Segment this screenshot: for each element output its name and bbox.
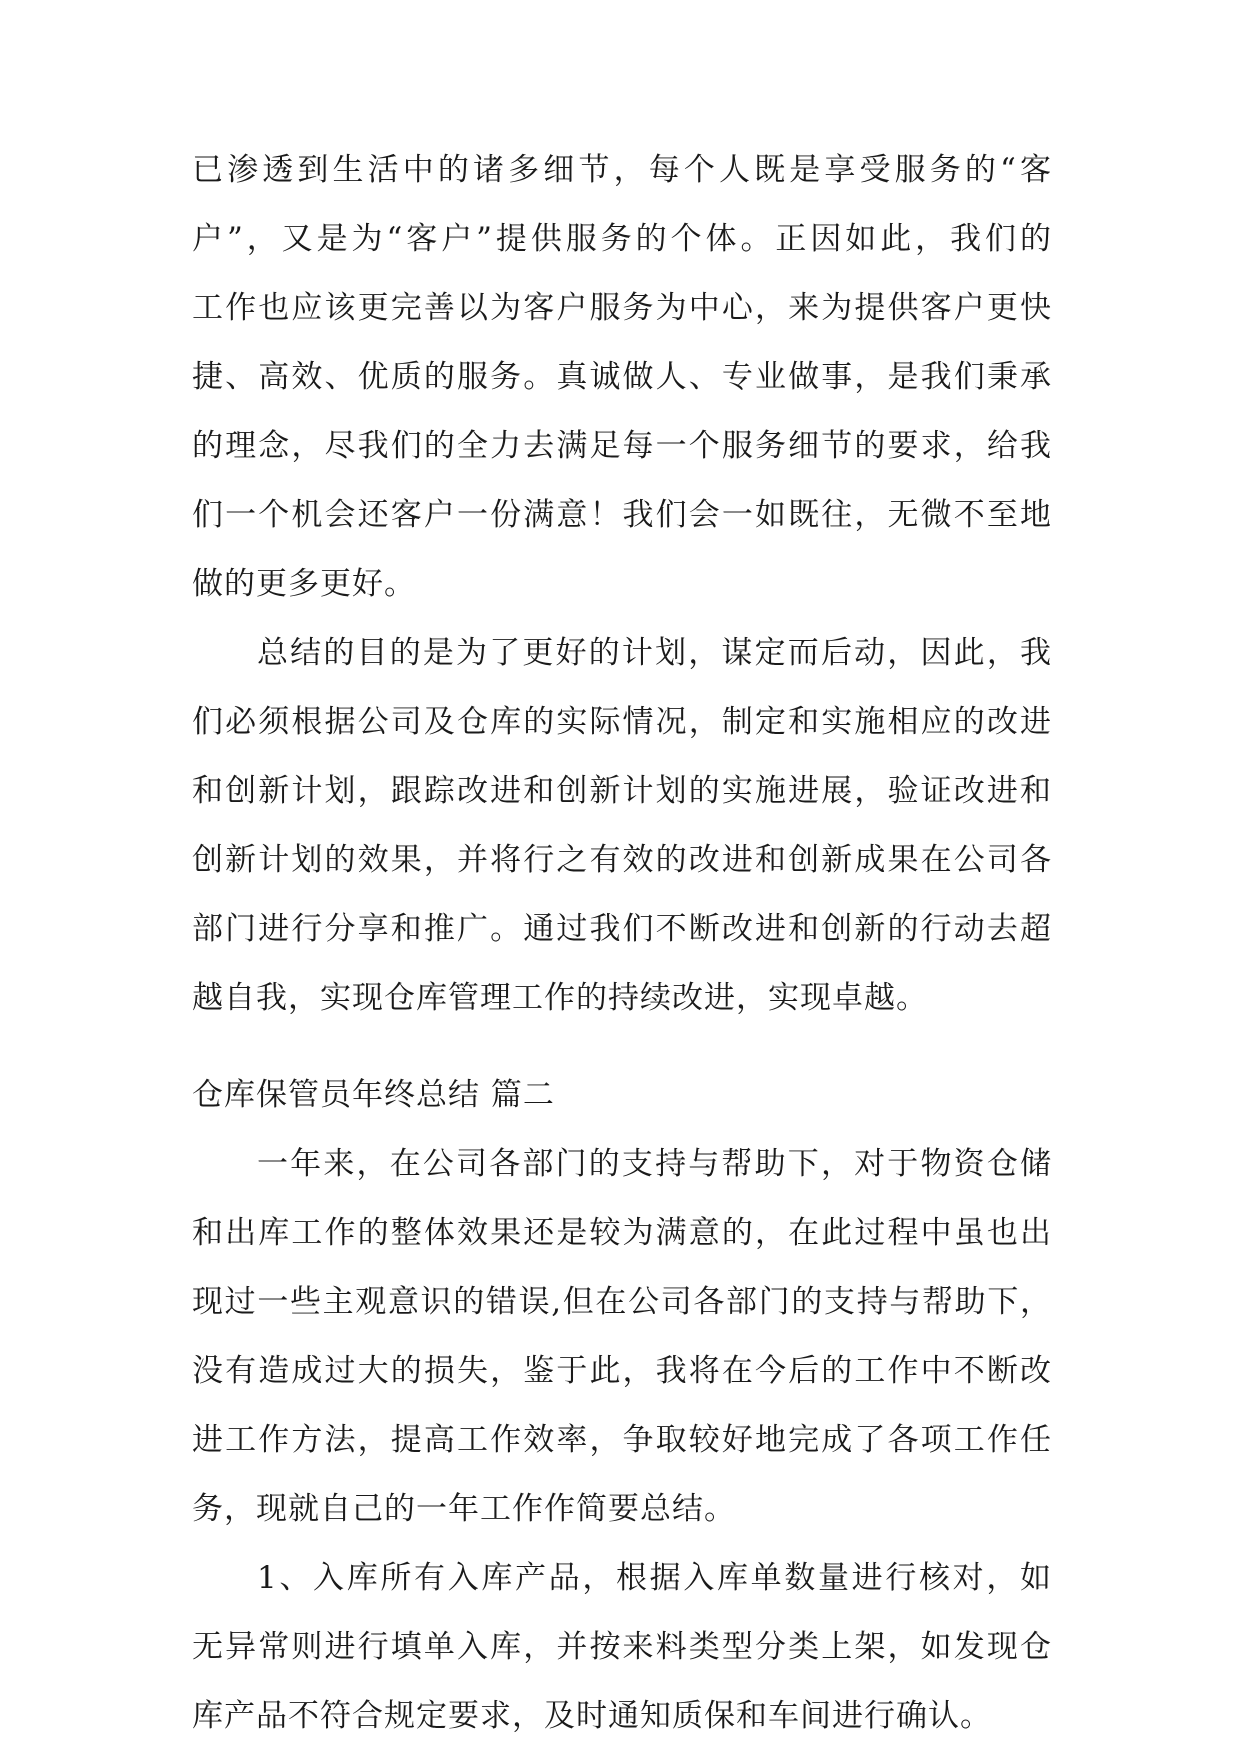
paragraph-1-line-5: 的理念，尽我们的全力去满足每一个服务细节的要求，给我 [192,428,1052,464]
paragraph-1-line-7: 做的更多更好。 [192,566,416,602]
paragraph-3-line-4: 没有造成过大的损失，鉴于此，我将在今后的工作中不断改 [192,1353,1052,1389]
paragraph-3-line-1: 一年来，在公司各部门的支持与帮助下，对于物资仓储 [257,1146,1052,1182]
paragraph-1-line-2: 户”，又是为“客户”提供服务的个体。正因如此，我们的 [192,221,1052,257]
paragraph-4-line-3: 库产品不符合规定要求，及时通知质保和车间进行确认。 [192,1698,992,1734]
paragraph-1-line-4: 捷、高效、优质的服务。真诚做人、专业做事，是我们秉承 [192,359,1052,395]
paragraph-2-line-4: 创新计划的效果，并将行之有效的改进和创新成果在公司各 [192,842,1052,878]
paragraph-2-line-6: 越自我，实现仓库管理工作的持续改进，实现卓越。 [192,980,928,1016]
paragraph-4-line-2: 无异常则进行填单入库，并按来料类型分类上架，如发现仓 [192,1629,1052,1665]
paragraph-3-line-3: 现过一些主观意识的错误,但在公司各部门的支持与帮助下， [192,1284,1052,1320]
paragraph-1-line-3: 工作也应该更完善以为客户服务为中心，来为提供客户更快 [192,290,1052,326]
paragraph-4-line-1: 1、入库所有入库产品，根据入库单数量进行核对，如 [257,1560,1052,1596]
paragraph-2-line-2: 们必须根据公司及仓库的实际情况，制定和实施相应的改进 [192,704,1052,740]
section-title: 仓库保管员年终总结 篇二 [192,1077,555,1113]
paragraph-1-line-6: 们一个机会还客户一份满意！我们会一如既往，无微不至地 [192,497,1052,533]
paragraph-2-line-1: 总结的目的是为了更好的计划，谋定而后动，因此，我 [257,635,1052,671]
paragraph-2-line-3: 和创新计划，跟踪改进和创新计划的实施进展，验证改进和 [192,773,1052,809]
paragraph-3-line-2: 和出库工作的整体效果还是较为满意的，在此过程中虽也出 [192,1215,1052,1251]
paragraph-2-line-5: 部门进行分享和推广。通过我们不断改进和创新的行动去超 [192,911,1052,947]
paragraph-3-line-6: 务，现就自己的一年工作作简要总结。 [192,1491,736,1527]
paragraph-1-line-1: 已渗透到生活中的诸多细节，每个人既是享受服务的“客 [192,152,1052,188]
paragraph-3-line-5: 进工作方法，提高工作效率，争取较好地完成了各项工作任 [192,1422,1052,1458]
